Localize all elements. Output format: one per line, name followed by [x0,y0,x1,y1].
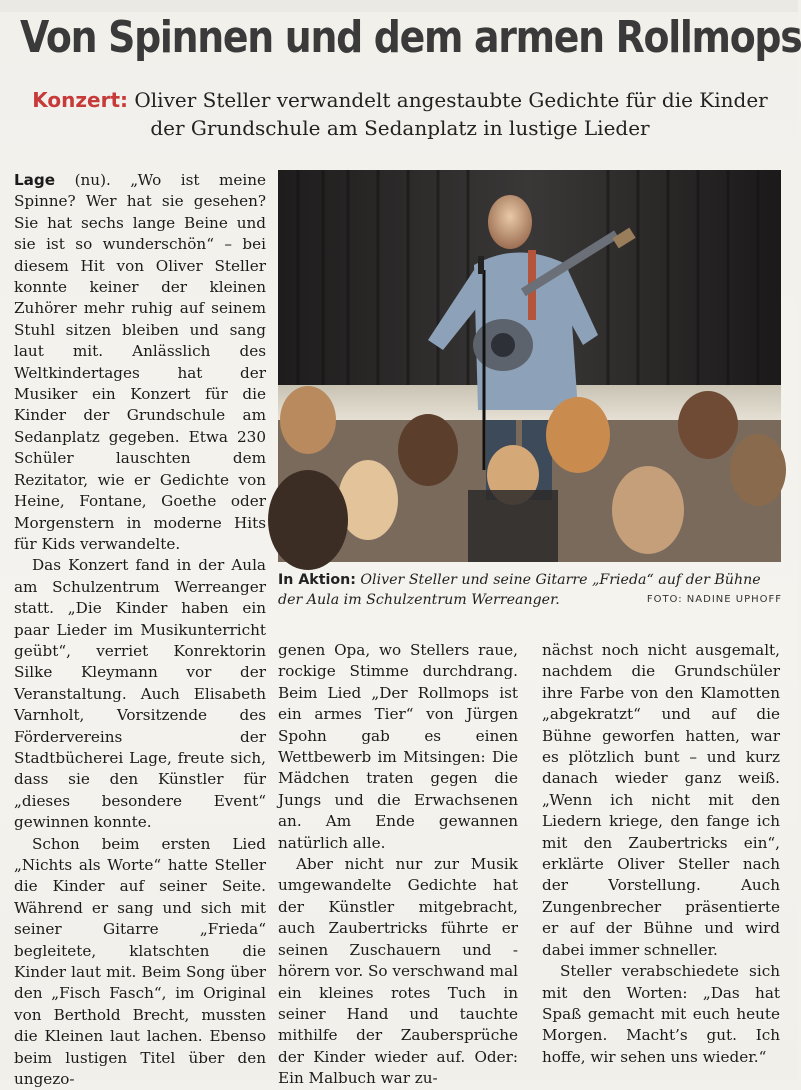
paragraph: nächst noch nicht ausgemalt, nachdem die Grundschüler ihre Farbe von den Klamotten „abgekratzt“ und auf die Bühne geworfen hatten, war es plötzlich bunt – und kurz danach wieder ganz weiß. „Wenn ich nicht mit den Liedern kriege, den fange ich mit den Zaubertricks ein“, erklärte Oliver Steller nach der Vorstellung. Auch Zungenbrecher präsentierte er auf der Bühne und wird dabei immer schneller. [542,641,780,959]
concert-photo [278,170,781,562]
paragraph: Steller verabschiedete sich mit den Worten: „Das hat Spaß gemacht mit euch heute Morgen. Macht’s gut. Ich hoffe, wir sehen uns wieder.“ [542,962,780,1066]
subhead-line-1: Oliver Steller verwandelt angestaubte Gedichte für die Kinder [134,88,768,112]
subhead-line-2: der Grundschule am Sedanplatz in lustige Lieder [150,116,650,140]
photo-caption [278,570,782,610]
article-column-3 [542,640,780,1068]
dateline: Lage [14,171,56,189]
article-column-1 [14,170,267,1089]
photo-illustration [278,170,781,562]
subheadline [20,86,780,142]
caption-label: In Aktion: [278,572,356,588]
top-bleed-strip [0,0,798,12]
caption-text: Oliver Steller und seine Gitarre „Frieda“ auf der Bühne der Aula im Schulzentrum Werreanger. [278,572,761,608]
kicker: Konzert: [32,88,129,112]
photo-credit: FOTO: NADINE UPHOFF [646,594,782,605]
paragraph [14,170,266,555]
headline: Von Spinnen und dem armen Rollmops [20,12,801,63]
article-column-2 [278,640,518,1090]
paragraph: Aber nicht nur zur Musik umgewandelte Gedichte hat der Künstler mitgebracht, auch Zaubertricks führte er seinen Zuschauern und -hörern vor. So verschwand mal ein kleines rotes Tuch in seiner Hand und tauchte mithilfe der Zaubersprüche der Kinder wieder auf. Oder: Ein Malbuch war zu- [278,855,518,1088]
paragraph-text: (nu). „Wo ist meine Spinne? Wer hat sie gesehen? Sie hat sechs lange Beine und sie ist so wunderschön“ – bei diesem Hit von Oliver Steller konnte keiner der kleinen Zuhörer mehr ruhig auf seinem Stuhl sitzen bleiben und sang laut mit. Anlässlich des Weltkindertages hat der Musiker ein Konzert für die Kinder der Grundschule am Sedanplatz gegeben. Etwa 230 Schüler lauschten dem Rezitator, wie er Gedichte von Heine, Fontane, Goethe oder Morgenstern in moderne Hits für Kids verwandelte. [14,171,267,553]
paragraph: Schon beim ersten Lied „Nichts als Worte“ hatte Steller die Kinder auf seiner Seite. Während er sang und sich mit seiner Gitarre „Frieda“ begleitete, klatschten die Kinder laut mit. Beim Song über den „Fisch Fasch“, im Original von Berthold Brecht, mussten die Kleinen laut lachen. Ebenso beim lustigen Titel über den ungezo- [14,834,266,1089]
paragraph: genen Opa, wo Stellers raue, rockige Stimme durchdrang. Beim Lied „Der Rollmops ist ein armes Tier“ von Jürgen Spohn gab es einen Wettbewerb im Mitsingen: Die Mädchen traten gegen die Jungs und die Erwachsenen an. Am Ende gewannen natürlich alle. [278,641,518,852]
paragraph: Das Konzert fand in der Aula am Schulzentrum Werreanger statt. „Die Kinder haben ein paar Lieder im Musikunterricht geübt“, verriet Konrektorin Silke Kleymann vor der Veranstaltung. Auch Elisabeth Varnholt, Vorsitzende des Fördervereins der Stadtbücherei Lage, freute sich, dass sie den Künstler für „dieses besondere Event“ gewinnen konnte. [14,556,266,832]
